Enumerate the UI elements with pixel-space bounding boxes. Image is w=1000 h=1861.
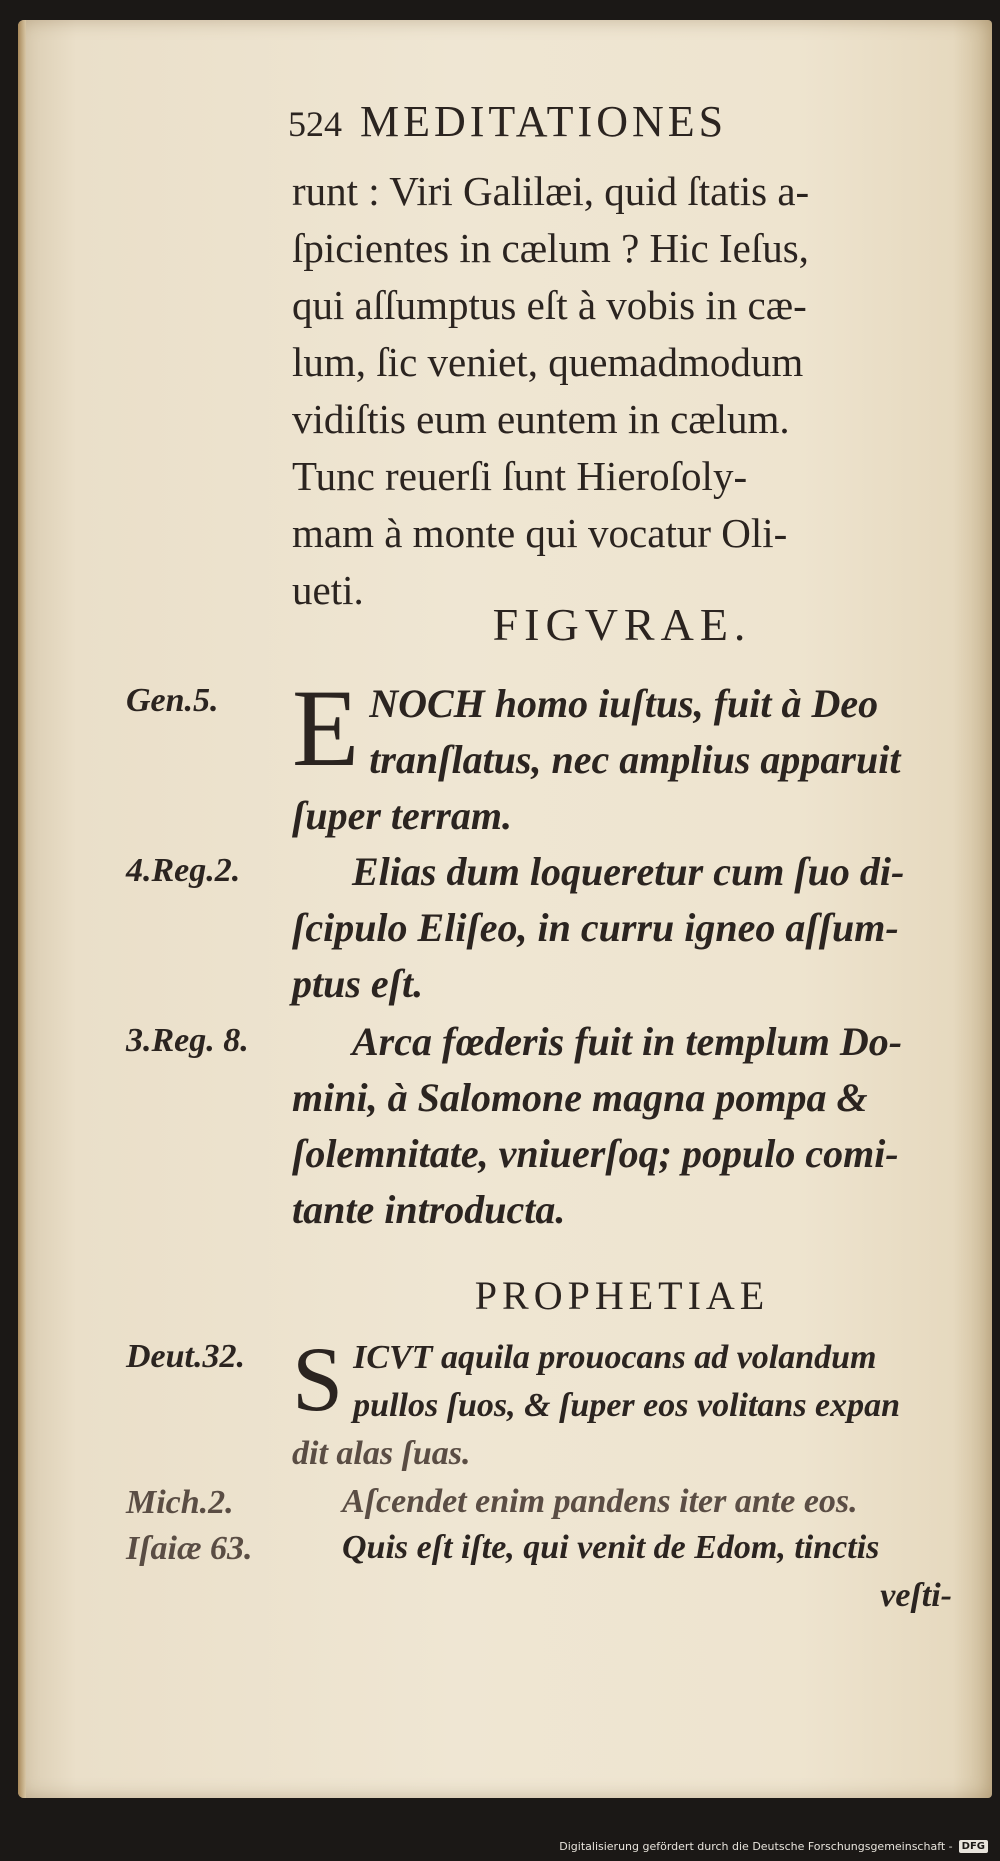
section-heading-prophetiae: PROPHETIAE xyxy=(474,1273,770,1318)
verse-line: ſcipulo Eliſeo, in curru igneo aſſum- xyxy=(292,905,899,950)
drop-cap-initial: S xyxy=(292,1328,344,1430)
verse-line: NOCH homo iuſtus, fuit à Deo xyxy=(369,681,879,726)
verse-entry xyxy=(292,1014,952,1238)
verse-entry xyxy=(292,1524,952,1620)
verse-entry xyxy=(292,1478,952,1526)
body-line: ueti. xyxy=(292,567,364,613)
verse-line: ICVT aquila prouocans ad volandum xyxy=(353,1339,877,1376)
body-line: qui aſſumptus eſt à vobis in cæ- xyxy=(292,282,807,328)
verse-line: Arca fœderis fuit in templum Do- xyxy=(352,1019,903,1064)
margin-reference: Mich.2. xyxy=(126,1484,234,1521)
body-line: vidiſtis eum euntem in cælum. xyxy=(292,396,790,442)
verse-entry xyxy=(292,1328,952,1478)
margin-reference: 4.Reg.2. xyxy=(126,852,241,889)
margin-reference: Iſaiæ 63. xyxy=(126,1530,253,1567)
verse-line: tranſlatus, nec amplius apparuit xyxy=(369,737,901,782)
verse-line: pullos ſuos, & ſuper eos volitans expan xyxy=(353,1387,901,1424)
verse-entry xyxy=(292,667,952,844)
margin-reference: Deut.32. xyxy=(126,1338,245,1375)
verse-line: ſolemnitate, vniuerſoq; populo comi- xyxy=(292,1131,899,1176)
verse-line: ptus eſt. xyxy=(292,961,424,1006)
verse-line: veſti- xyxy=(880,1577,952,1614)
page-edge xyxy=(18,20,26,1798)
body-line: mam à monte qui vocatur Oli- xyxy=(292,510,788,556)
margin-reference: Gen.5. xyxy=(126,682,219,719)
verse-line: dit alas ſuas. xyxy=(292,1435,471,1472)
body-line: Tunc reuerſi ſunt Hieroſoly- xyxy=(292,453,748,499)
footer-text: Digitalisierung gefördert durch die Deutsche Forschungsgemeinschaft - xyxy=(559,1839,953,1853)
verse-line: ſuper terram. xyxy=(292,793,512,838)
verse-line: Elias dum loqueretur cum ſuo di- xyxy=(352,849,905,894)
section-heading-figurae: FIGVRAE. xyxy=(492,599,752,650)
drop-cap-initial: E xyxy=(292,667,360,789)
margin-reference: 3.Reg. 8. xyxy=(126,1022,249,1059)
digitization-footer xyxy=(559,1837,988,1855)
body-text xyxy=(292,163,952,619)
verse-line: tante introducta. xyxy=(292,1187,566,1232)
body-line: runt : Viri Galilæi, quid ſtatis a- xyxy=(292,168,810,214)
running-header xyxy=(288,96,888,147)
verse-line: mini, à Salomone magna pompa & xyxy=(292,1075,868,1120)
dfg-logo: DFG xyxy=(959,1840,988,1853)
verse-entry xyxy=(292,844,952,1012)
running-title: MEDITATIONES xyxy=(360,97,728,146)
verse-line: Aſcendet enim pandens iter ante eos. xyxy=(342,1483,858,1520)
page-number: 524 xyxy=(288,104,342,144)
body-line: ſpicientes in cælum ? Hic Ieſus, xyxy=(292,225,809,271)
verse-line: Quis eſt iſte, qui venit de Edom, tinctis xyxy=(342,1529,880,1566)
body-line: lum, ſic veniet, quemadmodum xyxy=(292,339,804,385)
